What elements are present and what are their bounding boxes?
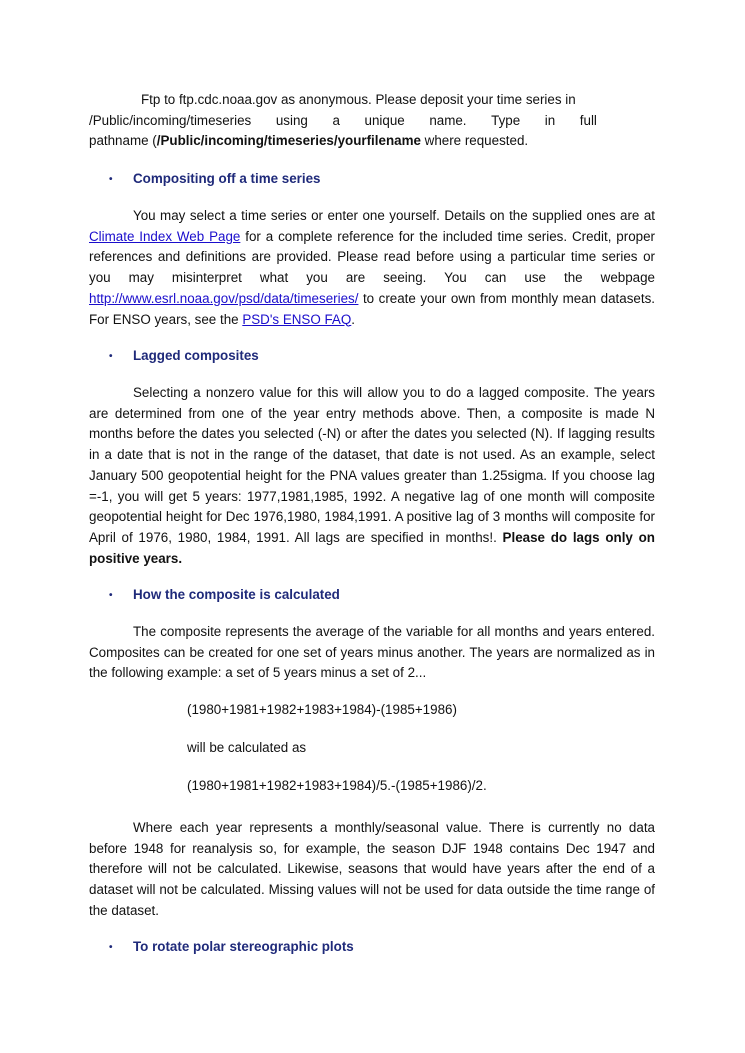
heading-compositing: Compositing off a time series xyxy=(133,171,321,186)
compositing-text: to create your own from monthly mean datasets. For ENSO years, see the xyxy=(89,290,655,327)
ftp-word: /Public/incoming/timeseries xyxy=(89,112,252,128)
climate-index-link[interactable]: Climate Index Web Page xyxy=(89,228,241,244)
ftp-word: full xyxy=(579,112,597,128)
ftp-pathname-suffix: where requested. xyxy=(420,133,529,149)
bullet-icon: • xyxy=(109,590,113,601)
bullet-icon: • xyxy=(109,351,113,362)
ftp-word: unique xyxy=(364,112,405,128)
calculated-paragraph-2: Where each year represents a monthly/seasonal value. There is currently no data before 1948 for reanalysis so, for example, the season DJF 1948 contains Dec 1947 and therefore will not be calculated. Likewise, seasons that would have years after the end of a dataset will not be calculated. Missing values will not be used for data outside the time range of the dataset. xyxy=(89,820,655,918)
ftp-word: Type xyxy=(491,112,521,128)
heading-calculated: How the composite is calculated xyxy=(133,587,340,602)
compositing-text: for a complete reference for the included time series. Credit, proper references and definitions are provided. Please read before using a particular time series or you may misinterpret what you are seeing. You can use the webpage xyxy=(89,228,655,286)
ftp-paragraph xyxy=(89,90,655,152)
bullet-icon: • xyxy=(109,174,113,185)
timeseries-url-link[interactable]: http://www.esrl.noaa.gov/psd/data/timeseries/ xyxy=(89,290,359,306)
ftp-line-2 xyxy=(89,111,597,132)
ftp-line-1: Ftp to ftp.cdc.noaa.gov as anonymous. Please deposit your time series in xyxy=(141,92,576,107)
ftp-pathname-label: pathname ( xyxy=(89,133,157,149)
heading-rotate: To rotate polar stereographic plots xyxy=(133,939,354,954)
bullet-icon: • xyxy=(109,942,113,953)
enso-faq-link[interactable]: PSD's ENSO FAQ xyxy=(242,311,352,327)
ftp-word: using xyxy=(275,112,308,128)
compositing-text: You may select a time series or enter one yourself. Details on the supplied ones are at xyxy=(133,208,655,223)
calculated-paragraph: The composite represents the average of the variable for all months and years entered. Composites can be created for one set of years minus another. The years are normalized as in the following example: a set of 5 years minus a set of 2... xyxy=(89,624,655,681)
compositing-paragraph xyxy=(89,206,655,330)
equation-1: (1980+1981+1982+1983+1984)-(1985+1986) xyxy=(187,702,457,717)
equation-caption: will be calculated as xyxy=(187,740,307,755)
ftp-word: in xyxy=(544,112,556,128)
equation-2: (1980+1981+1982+1983+1984)/5.-(1985+1986)/2. xyxy=(187,778,487,793)
ftp-word: name. xyxy=(429,112,467,128)
heading-lagged: Lagged composites xyxy=(133,348,259,363)
lagged-paragraph xyxy=(89,383,655,569)
lagged-bold-note: Please do lags only on positive years. xyxy=(89,529,655,566)
ftp-line-3 xyxy=(89,131,655,152)
compositing-text: . xyxy=(351,311,356,327)
ftp-pathname: /Public/incoming/timeseries/yourfilename xyxy=(156,133,421,149)
ftp-word: a xyxy=(332,112,340,128)
lagged-text: Selecting a nonzero value for this will allow you to do a lagged composite. The years are determined from one of the year entry methods above. Then, a composite is made N months before the dates you selected (-N) or after the dates you selected (N). If lagging results in a date that is not in the range of the dataset, that date is not used. As an example, select January 500 geopotential height for the PNA values greater than 1.25sigma. If you choose lag =-1, you will get 5 years: 1977,1981,1985, 1992. A negative lag of one month will composite geopotential height for Dec 1976,1980, 1984,1991. A positive lag of 3 months will composite for April of 1976, 1980, 1984, 1991. All lags are specified in months!. xyxy=(89,385,655,545)
